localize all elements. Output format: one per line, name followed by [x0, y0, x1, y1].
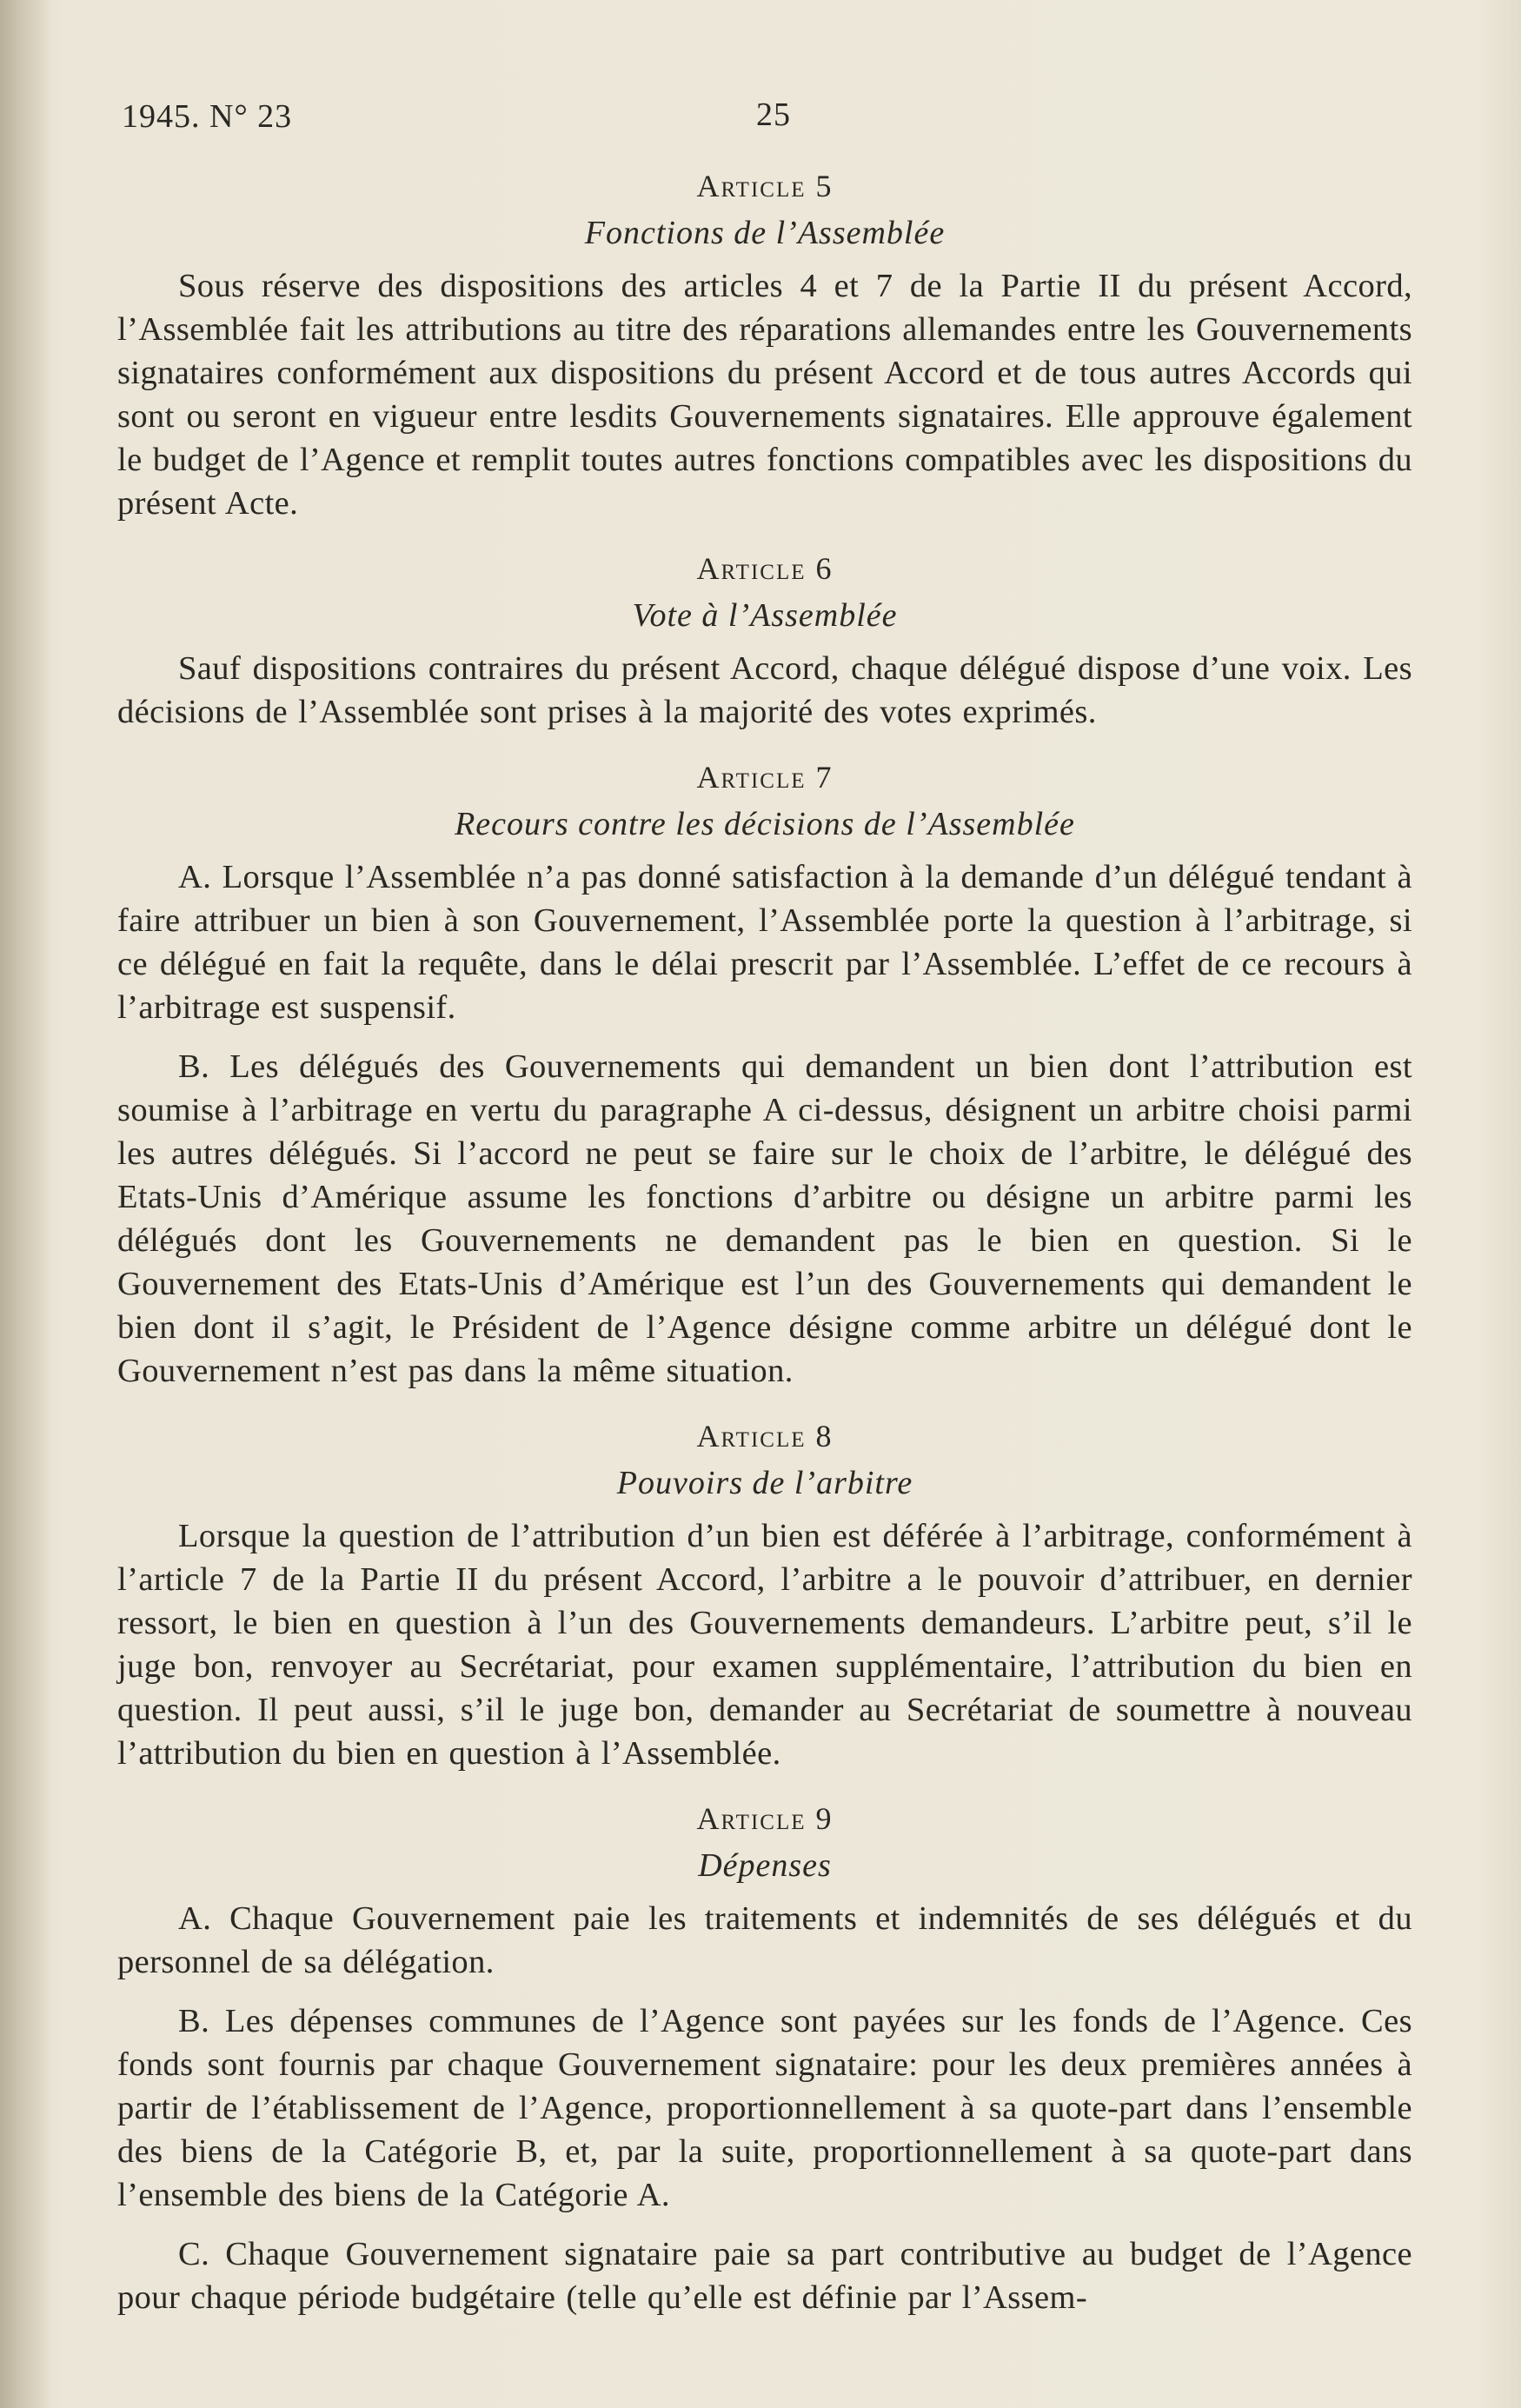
article-paragraph: A. Lorsque l’Assemblée n’a pas donné satisfaction à la demande d’un délégué tendant à faire attribuer un bien à son Gouvernement, l’Assemblée porte la question à l’arbitrage, si ce délégué en fait la requête, dans le délai prescrit par l’Assemblée. L’effet de ce recours à l’arbitrage est suspensif. — [117, 859, 1412, 1026]
article-paragraph: Sous réserve des dispositions des articles 4 et 7 de la Partie II du présent Accord, l’Assemblée fait les attributions au titre des réparations allemandes entre les Gouvernements signataires conformément aux dispositions du présent Accord et de tous autres Accords qui sont ou seront en vigueur entre lesdits Gouvernements signataires. Elle approuve également le budget de l’Agence et remplit toutes autres fonctions compatibles avec les dispositions du présent Acte. — [117, 268, 1412, 522]
article-5 — [117, 165, 1412, 525]
page-binding-shadow — [0, 0, 50, 2408]
document-body — [117, 165, 1412, 2342]
article-heading: Article 6 — [696, 551, 834, 586]
article-heading: Article 9 — [696, 1801, 834, 1836]
article-title: Dépenses — [698, 1847, 832, 1884]
article-paragraph: A. Chaque Gouvernement paie les traitements et indemnités de ses délégués et du personnel de sa délégation. — [117, 1900, 1412, 1980]
article-7 — [117, 756, 1412, 1393]
article-paragraph: Lorsque la question de l’attribution d’un bien est déférée à l’arbitrage, conformément à l’article 7 de la Partie II du présent Accord, l’arbitre a le pouvoir d’attribuer, en dernier ressort, le bien en question à l’un des Gouvernements demandeurs. L’arbitre peut, s’il le juge bon, renvoyer au Secrétariat, pour examen supplémentaire, l’attribution du bien en question. Il peut aussi, s’il le juge bon, demander au Secrétariat de soumettre à nouveau l’attribution du bien en question à l’Assemblée. — [117, 1518, 1412, 1772]
article-title: Recours contre les décisions de l’Assemblée — [455, 806, 1075, 842]
article-title: Fonctions de l’Assemblée — [584, 215, 946, 251]
article-title: Pouvoirs de l’arbitre — [616, 1465, 913, 1501]
article-8 — [117, 1415, 1412, 1775]
article-heading: Article 7 — [696, 760, 834, 795]
article-paragraph: B. Les délégués des Gouvernements qui demandent un bien dont l’attribution est soumise à l’arbitrage en vertu du paragraphe A ci-dessus, désignent un arbitre choisi parmi les autres délégués. Si l’accord ne peut se faire sur le choix de l’arbitre, le délégué des Etats-Unis d’Amérique assume les fonctions d’arbitre ou désigne un arbitre parmi les délégués dont les Gouvernements ne demandent pas le bien en question. Si le Gouvernement des Etats-Unis d’Amérique est l’un des Gouvernements qui demandent le bien dont il s’agit, le Président de l’Agence désigne comme arbitre un délégué dont le Gouvernement n’est pas dans la même situation. — [117, 1048, 1412, 1389]
article-paragraph: B. Les dépenses communes de l’Agence sont payées sur les fonds de l’Agence. Ces fonds sont fournis par chaque Gouvernement signataire: pour les deux premières années à partir de l’établissement de l’Agence, proportionnellement à sa quote-part dans l’ensemble des biens de la Catégorie B, et, par la suite, proportionnellement à sa quote-part dans l’ensemble des biens de la Catégorie A. — [117, 2003, 1412, 2213]
article-paragraph: Sauf dispositions contraires du présent Accord, chaque délégué dispose d’une voix. Les décisions de l’Assemblée sont prises à la majorité des votes exprimés. — [117, 650, 1412, 730]
page-number: 25 — [756, 96, 791, 133]
article-title: Vote à l’Assemblée — [632, 597, 898, 634]
article-6 — [117, 548, 1412, 734]
article-9 — [117, 1798, 1412, 2319]
article-heading: Article 8 — [696, 1419, 834, 1453]
article-heading: Article 5 — [696, 169, 834, 203]
header-year-number: 1945. N° 23 — [122, 98, 293, 135]
article-paragraph: C. Chaque Gouvernement signataire paie sa part contributive au budget de l’Agence pour chaque période budgétaire (telle qu’elle est définie par l’Assem- — [117, 2236, 1412, 2316]
